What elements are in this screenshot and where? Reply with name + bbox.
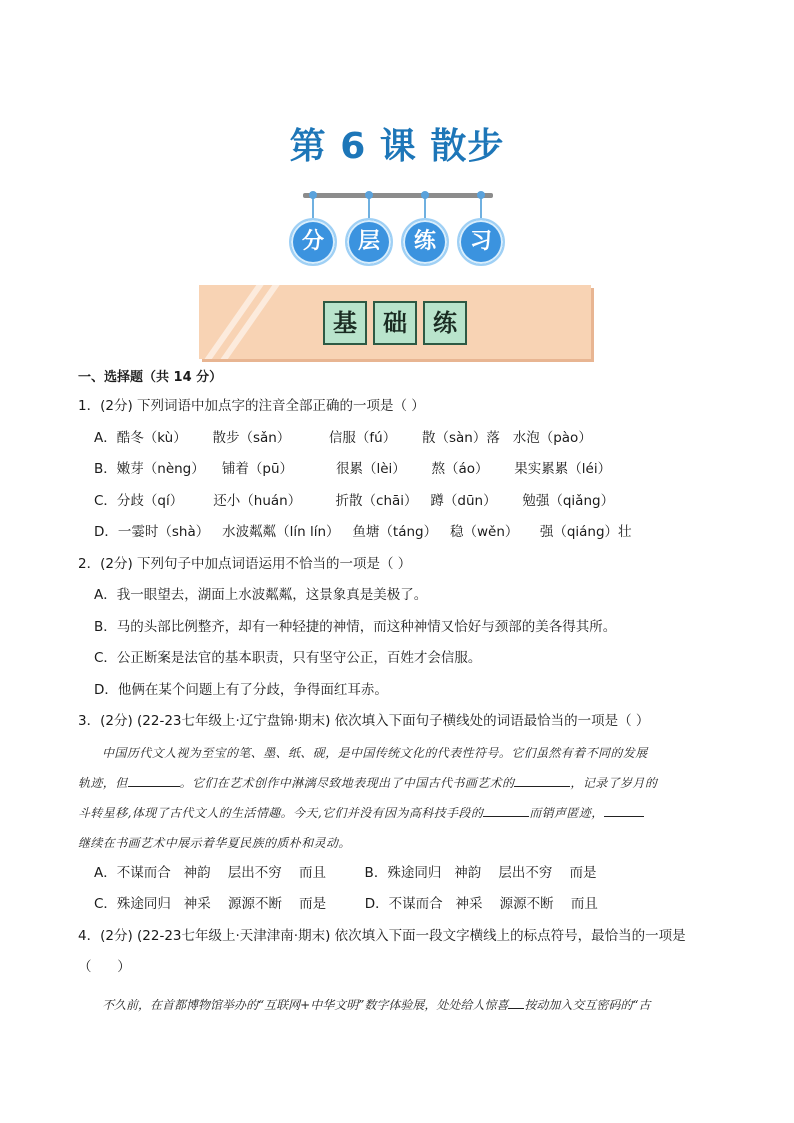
question-stem: 3．(2分) (22-23七年级上·辽宁盘锦·期末) 依次填入下面句子横线处的词语最恰当的一项是（ ） <box>78 713 650 729</box>
passage-text: 不久前，在首都博物馆举办的“互联网+中华文明”数字体验展，处处给人惊喜 <box>102 997 509 1012</box>
lesson-title: 第 6 课 散步 <box>289 126 505 167</box>
fill-blank[interactable] <box>508 994 524 1009</box>
fill-blank[interactable] <box>514 772 570 787</box>
circle-label: 分 <box>289 218 337 266</box>
passage-text: 而销声匿迹， <box>529 805 604 820</box>
question-option: C．殊途同归 神采 源源不断 而是 D．不谋而合 神采 源源不断 而且 <box>94 896 598 912</box>
hanger-bar <box>303 193 493 198</box>
passage-line: 中国历代文人视为至宝的笔、墨、纸、砚，是中国传统文化的代表性符号。它们虽然有着不同的发展 <box>102 745 648 760</box>
circle-item <box>401 218 449 266</box>
question-option: A．我一眼望去，湖面上水波粼粼，这景象真是美极了。 <box>94 587 428 603</box>
question-stem: 4．(2分) (22-23七年级上·天津津南·期末) 依次填入下面一段文字横线上的标点符号，最恰当的一项是 <box>78 927 686 944</box>
passage-line <box>78 990 723 1020</box>
passage-line <box>78 768 723 798</box>
passage-text: ，记录了岁月的 <box>570 775 658 790</box>
question-option: C．分歧（qí） 还小（huán） 折散（chāi） 蹲（dūn） 勉强（qiǎng） <box>94 492 615 509</box>
question-option: A．酷冬（kù） 散步（sǎn） 信服（fú） 散（sàn）落 水泡（pào） <box>94 429 592 446</box>
content <box>78 367 723 1020</box>
circle-item <box>289 218 337 266</box>
question-passage <box>78 738 723 858</box>
circle-label: 练 <box>401 218 449 266</box>
question-option: A．不谋而合 神韵 层出不穷 而且 B．殊途同归 神韵 层出不穷 而是 <box>94 864 597 881</box>
question-stem: 2．(2分) 下列句子中加点词语运用不恰当的一项是（ ） <box>78 555 412 572</box>
question-option: C．公正断案是法官的基本职责，只有坚守公正，百姓才会信服。 <box>94 650 482 666</box>
circle-item <box>457 218 505 266</box>
banner-tile: 练 <box>423 301 467 345</box>
section-heading: 一、选择题（共 14 分） <box>78 370 223 385</box>
question-stem-answer: （ ） <box>78 959 131 975</box>
passage-text: 斗转星移,体现了古代文人的生活情趣。今天,它们并没有因为高科技手段的 <box>78 805 484 820</box>
circle-label: 习 <box>457 218 505 266</box>
passage-text: 按动加入交互密码的“古 <box>524 997 651 1012</box>
banner-tile: 础 <box>373 301 417 345</box>
question-option: B．马的头部比例整齐，却有一种轻捷的神情，而这种神情又恰好与颈部的美各得其所。 <box>94 618 617 635</box>
question-stem: 1．(2分) 下列词语中加点字的注音全部正确的一项是（ ） <box>78 398 425 414</box>
question-option: B．嫩芽（nèng） 铺着（pū） 很累（lèi） 熬（áo） 果实累累（léi） <box>94 461 612 477</box>
circle-item <box>345 218 393 266</box>
section-banner <box>199 285 591 359</box>
passage-line <box>78 798 723 828</box>
banner-tile: 基 <box>323 301 367 345</box>
fill-blank[interactable] <box>483 802 529 817</box>
passage-line: 继续在书画艺术中展示着华夏民族的质朴和灵动。 <box>78 835 351 850</box>
question-option: D．他俩在某个问题上有了分歧，争得面红耳赤。 <box>94 681 388 698</box>
question-option: D．一霎时（shà） 水波粼粼（lín lín） 鱼塘（táng） 稳（wěn） 强（qiáng）壮 <box>94 524 632 540</box>
circle-row <box>289 218 505 266</box>
fill-blank[interactable] <box>128 772 180 787</box>
circle-label: 层 <box>345 218 393 266</box>
passage-text: 。它们在艺术创作中淋漓尽致地表现出了中国古代书画艺术的 <box>179 775 515 790</box>
passage-text: 轨迹，但 <box>78 775 128 790</box>
fill-blank[interactable] <box>604 802 644 817</box>
